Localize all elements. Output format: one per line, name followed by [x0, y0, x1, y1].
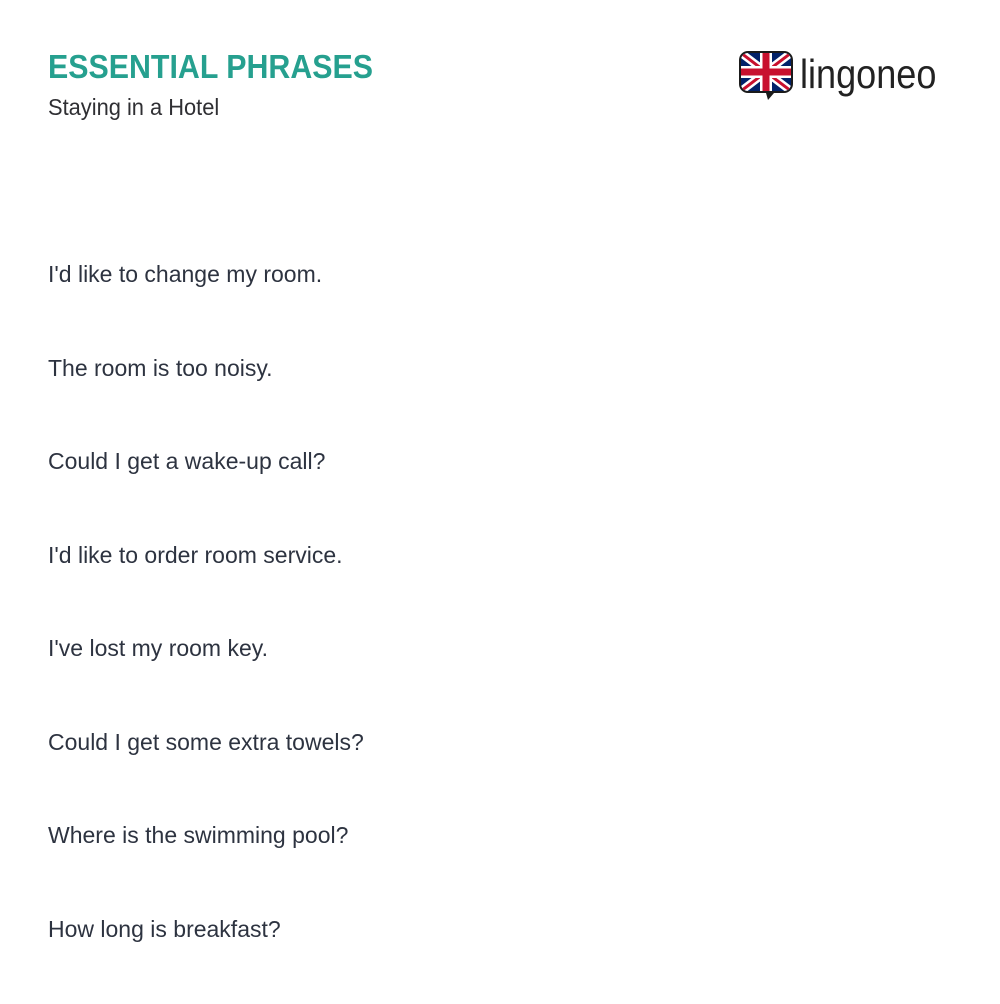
phrase-item: Where is the swimming pool?	[48, 817, 948, 911]
logo-wordmark: lingoneo	[800, 51, 936, 97]
phrase-item: Could I get a wake-up call?	[48, 443, 948, 537]
uk-flag-speech-bubble-icon	[738, 50, 794, 102]
phrase-item: Could I get some extra towels?	[48, 724, 948, 818]
phrase-item: I'd like to change my room.	[48, 256, 948, 350]
page-subtitle: Staying in a Hotel	[48, 93, 219, 121]
phrase-list	[48, 256, 948, 1004]
phrase-item: The room is too noisy.	[48, 350, 948, 444]
page-title: ESSENTIAL PHRASES	[48, 48, 373, 86]
lingoneo-logo	[738, 50, 958, 104]
phrase-item: I've lost my room key.	[48, 630, 948, 724]
phrase-item: How long is breakfast?	[48, 911, 948, 1004]
phrase-item: I'd like to order room service.	[48, 537, 948, 631]
